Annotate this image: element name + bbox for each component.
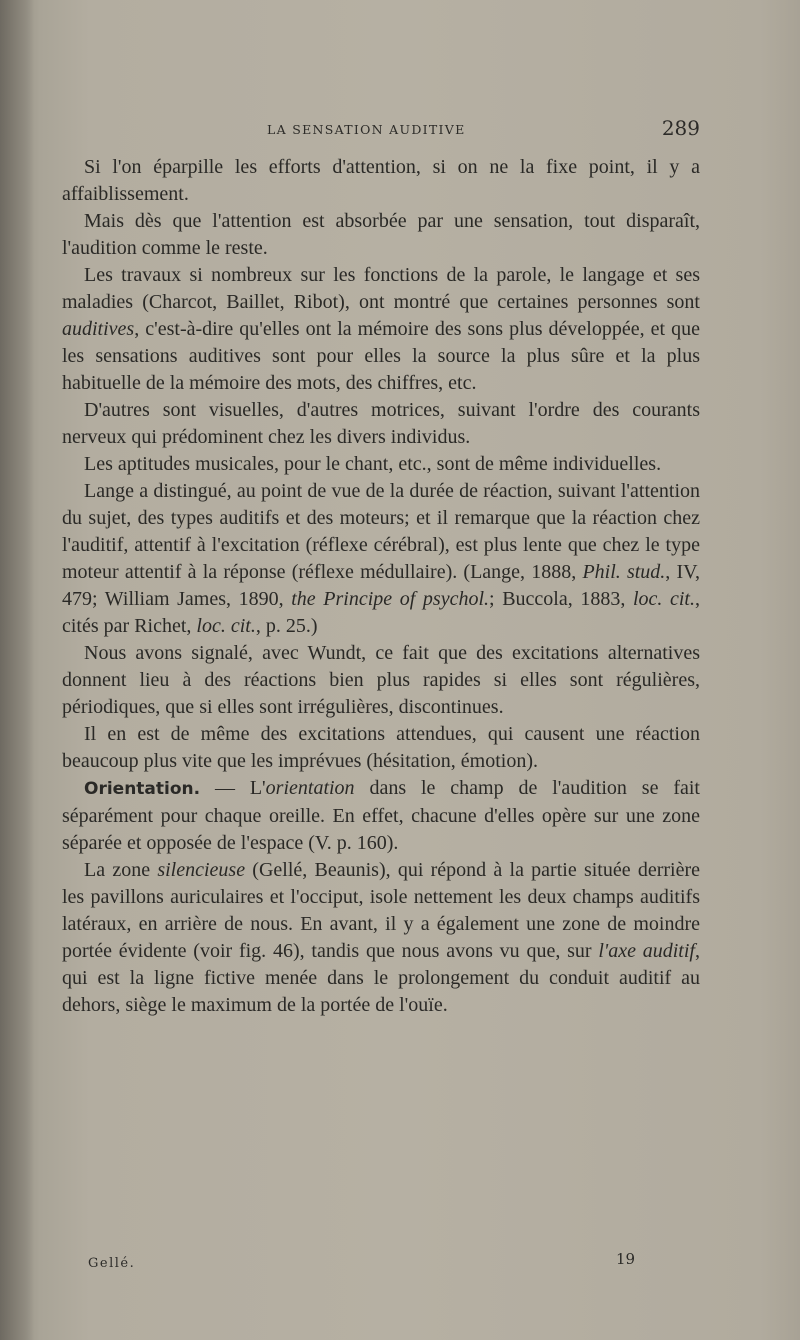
paragraph	[62, 721, 700, 775]
paragraph	[62, 857, 700, 1019]
text-run: Phil. stud.	[582, 561, 666, 583]
page-footer	[88, 1252, 648, 1271]
text-run: Il en est de même des excitations attendues, qui causent une réaction beaucoup plus vite que les imprévues (hésitation, émotion).	[62, 723, 700, 772]
text-run: , IV, 479; William James, 1890,	[62, 561, 701, 610]
text-run: Nous avons signalé, avec Wundt, ce fait que des excitations alternatives donnent lieu à des réactions bien plus rapides si elles sont régulières, périodiques, que si elles sont irrégulières, discontinues.	[62, 642, 700, 718]
paragraph	[62, 478, 700, 640]
text-run: Lange a distingué, au point de vue de la durée de réaction, suivant l'attention du sujet, des types auditifs et des moteurs; et il remarque que la réaction chez l'auditif, attentif à l'excitation (réflexe cérébral), est plus lente que chez le type moteur attentif à la réponse (réflexe médullaire). (Lange, 1888,	[62, 480, 700, 583]
text-run: — L'	[200, 777, 266, 799]
text-run: ; Buccola, 1883,	[489, 588, 633, 610]
paragraph	[62, 640, 700, 721]
text-run: , cités par Richet,	[62, 588, 700, 637]
text-run: , c'est-à-dire qu'elles ont la mémoire des sons plus développée, et que les sensations auditives sont pour elles la source la plus sûre et la plus habituelle de la mémoire des mots, des chiffres, etc.	[62, 318, 700, 394]
paragraph	[62, 208, 700, 262]
text-run: , p. 25.)	[255, 615, 318, 637]
paragraph	[62, 775, 700, 857]
text-run: loc. cit.	[196, 615, 256, 637]
text-run: silencieuse	[157, 859, 246, 881]
text-run: orientation	[265, 777, 355, 799]
text-run: La zone	[84, 859, 158, 881]
text-run: , qui est la ligne fictive menée dans le prolongement du conduit auditif au dehors, siège le maximum de la portée de l'ouïe.	[62, 940, 700, 1016]
paragraph	[62, 262, 700, 397]
running-title: LA SENSATION AUDITIVE	[267, 122, 466, 137]
text-run: (Gellé, Beaunis), qui répond à la partie située derrière les pavillons auriculaires et l'occiput, isole nettement les deux champs auditifs latéraux, en arrière de nous. En avant, il y a également une zone de moindre portée évidente (voir fig. 46), tandis que nous avons vu que, sur	[62, 859, 700, 962]
text-run: auditives	[62, 318, 135, 340]
page-gutter-shadow	[0, 0, 34, 1340]
paragraph	[62, 451, 700, 478]
text-run: loc. cit.	[632, 588, 695, 610]
text-run: Les travaux si nombreux sur les fonctions de la parole, le langage et ses maladies (Charcot, Baillet, Ribot), ont montré que certaines personnes sont	[62, 264, 700, 313]
signature-mark-number: 19	[616, 1250, 636, 1268]
text-run: Si l'on éparpille les efforts d'attention, si on ne la fixe point, il y a affaiblissement.	[62, 156, 700, 205]
page-body-text	[62, 154, 700, 1019]
paragraph	[62, 397, 700, 451]
text-run: dans le champ de l'audition se fait séparément pour chaque oreille. En effet, chacune d'elles opère sur une zone séparée et opposée de l'espace (V. p. 160).	[62, 777, 700, 854]
text-run: the Principe of psychol.	[291, 588, 490, 610]
text-run: Orientation.	[84, 779, 201, 799]
text-run: D'autres sont visuelles, d'autres motrices, suivant l'ordre des courants nerveux qui prédominent chez les divers individus.	[62, 399, 700, 448]
text-run: Les aptitudes musicales, pour le chant, etc., sont de même individuelles.	[84, 453, 662, 475]
page-header	[62, 118, 700, 148]
page-number: 289	[661, 116, 700, 140]
text-run: Mais dès que l'attention est absorbée par une sensation, tout disparaît, l'audition comme le reste.	[62, 210, 700, 259]
paragraph	[62, 154, 700, 208]
signature-mark-author: Gellé.	[88, 1256, 136, 1271]
text-run: l'axe auditif	[598, 940, 695, 962]
